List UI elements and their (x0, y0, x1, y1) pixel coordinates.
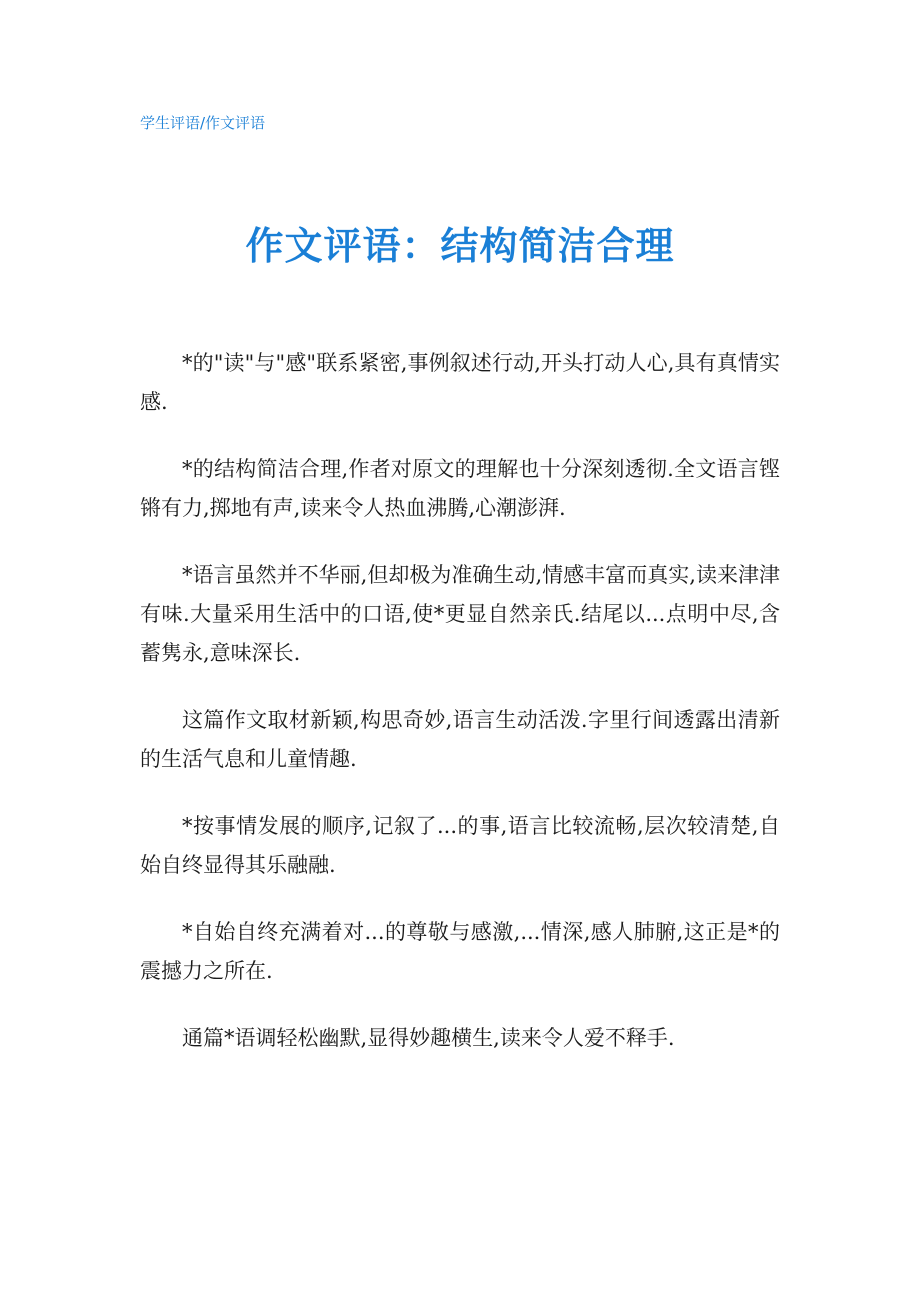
article-body (140, 344, 780, 1086)
paragraph: 通篇*语调轻松幽默,显得妙趣横生,读来令人爱不释手. (182, 1026, 675, 1050)
paragraph: *的"读"与"感"联系紧密,事例叙述行动,开头打动人心,具有真情实感. (140, 351, 780, 414)
paragraph: *按事情发展的顺序,记叙了...的事,语言比较流畅,层次较清楚,自始自终显得其乐融融. (140, 814, 780, 877)
paragraph: 这篇作文取材新颖,构思奇妙,语言生动活泼.字里行间透露出清新的生活气息和儿童情趣. (140, 708, 780, 771)
page-title: 作文评语：结构简洁合理 (245, 224, 675, 268)
paragraph: *的结构简洁合理,作者对原文的理解也十分深刻透彻.全文语言铿锵有力,掷地有声,读来令人热血沸腾,心潮澎湃. (140, 457, 780, 520)
breadcrumb[interactable]: 学生评语/作文评语 (140, 114, 266, 132)
paragraph: *自始自终充满着对...的尊敬与感激,...情深,感人肺腑,这正是*的震撼力之所在. (140, 920, 780, 983)
paragraph: *语言虽然并不华丽,但却极为准确生动,情感丰富而真实,读来津津有味.大量采用生活中的口语,使*更显自然亲氏.结尾以...点明中尽,含蓄隽永,意味深长. (140, 563, 780, 665)
